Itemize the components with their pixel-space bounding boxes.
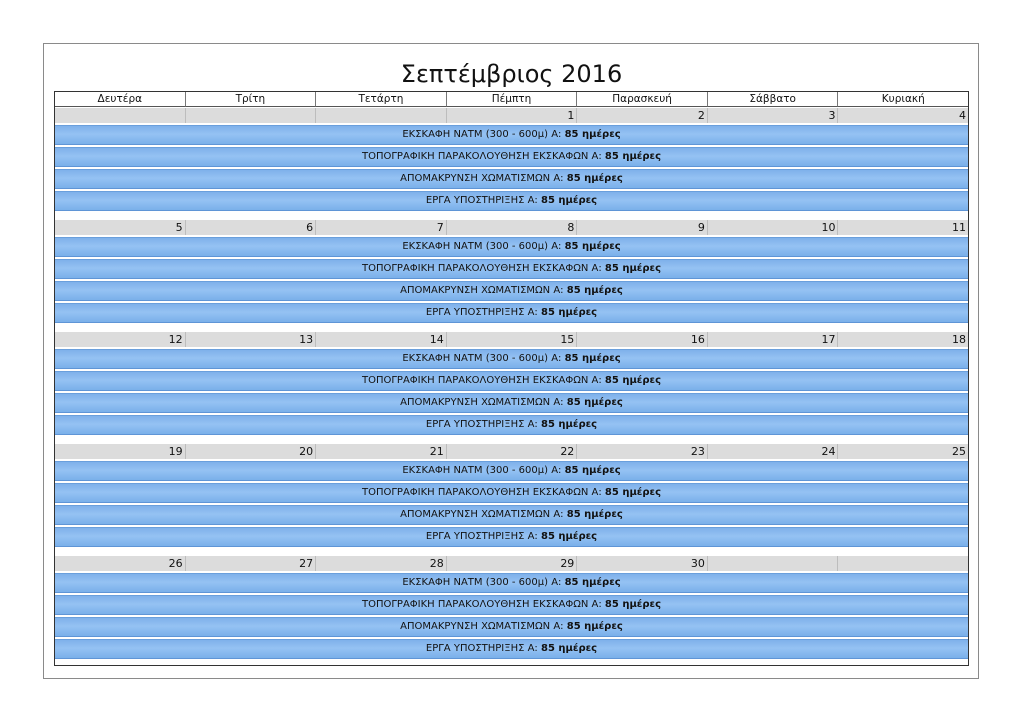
task-name: ΑΠΟΜΑΚΡΥΝΣΗ ΧΩΜΑΤΙΣΜΩΝ Α: bbox=[400, 509, 564, 520]
day-number[interactable]: 7 bbox=[316, 220, 447, 235]
task-duration: 85 ημέρες bbox=[564, 465, 621, 476]
task-name: ΕΚΣΚΑΦΗ ΝΑΤΜ (300 - 600μ) Α: bbox=[402, 465, 562, 476]
week-row bbox=[55, 444, 968, 547]
day-number[interactable] bbox=[838, 556, 968, 571]
task-duration: 85 ημέρες bbox=[564, 353, 621, 364]
day-number[interactable]: 25 bbox=[952, 445, 967, 458]
day-number[interactable]: 5 bbox=[55, 220, 186, 235]
task-bar[interactable] bbox=[55, 281, 968, 301]
weekday-label: Παρασκευή bbox=[577, 92, 708, 107]
day-number[interactable]: 17 bbox=[708, 332, 839, 347]
day-number[interactable]: 16 bbox=[577, 332, 708, 347]
task-name: ΕΡΓΑ ΥΠΟΣΤΗΡΙΞΗΣ Α: bbox=[425, 195, 538, 206]
calendar-title: Σεπτέμβριος 2016 bbox=[400, 60, 623, 88]
day-number-row bbox=[55, 108, 968, 123]
task-duration: 85 ημέρες bbox=[566, 285, 623, 296]
week-row bbox=[55, 332, 968, 435]
task-name: ΤΟΠΟΓΡΑΦΙΚΗ ΠΑΡΑΚΟΛΟΥΘΗΣΗ ΕΚΣΚΑΦΩΝ Α: bbox=[361, 151, 602, 162]
task-name: ΑΠΟΜΑΚΡΥΝΣΗ ΧΩΜΑΤΙΣΜΩΝ Α: bbox=[400, 285, 564, 296]
task-duration: 85 ημέρες bbox=[604, 151, 662, 162]
task-bar[interactable] bbox=[55, 259, 968, 279]
week-row bbox=[55, 556, 968, 659]
task-duration: 85 ημέρες bbox=[541, 531, 598, 542]
task-bar[interactable] bbox=[55, 371, 968, 391]
task-bar[interactable] bbox=[55, 349, 968, 369]
task-bar[interactable] bbox=[55, 527, 968, 547]
task-bar[interactable] bbox=[55, 147, 968, 167]
task-duration: 85 ημέρες bbox=[564, 241, 621, 252]
weekday-label: Κυριακή bbox=[838, 92, 968, 107]
task-duration: 85 ημέρες bbox=[604, 599, 662, 610]
task-bar[interactable] bbox=[55, 617, 968, 637]
day-number-row bbox=[55, 556, 968, 571]
day-number[interactable]: 3 bbox=[708, 108, 839, 123]
day-number[interactable]: 19 bbox=[55, 444, 186, 459]
task-name: ΕΡΓΑ ΥΠΟΣΤΗΡΙΞΗΣ Α: bbox=[425, 643, 538, 654]
day-number[interactable]: 26 bbox=[55, 556, 186, 571]
day-number-row bbox=[55, 220, 968, 235]
week-row bbox=[55, 220, 968, 323]
task-bar[interactable] bbox=[55, 415, 968, 435]
task-bar[interactable] bbox=[55, 125, 968, 145]
weekday-label: Πέμπτη bbox=[447, 92, 578, 107]
task-duration: 85 ημέρες bbox=[564, 129, 621, 140]
task-duration: 85 ημέρες bbox=[604, 375, 662, 386]
month-calendar bbox=[54, 91, 969, 666]
day-number[interactable]: 20 bbox=[186, 444, 317, 459]
day-number[interactable]: 30 bbox=[577, 556, 708, 571]
day-number[interactable]: 23 bbox=[577, 444, 708, 459]
task-duration: 85 ημέρες bbox=[541, 195, 598, 206]
weekday-label: Σάββατο bbox=[708, 92, 839, 107]
task-bar[interactable] bbox=[55, 595, 968, 615]
day-number[interactable]: 10 bbox=[708, 220, 839, 235]
day-number[interactable]: 21 bbox=[316, 444, 447, 459]
task-name: ΕΚΣΚΑΦΗ ΝΑΤΜ (300 - 600μ) Α: bbox=[402, 241, 562, 252]
task-bar[interactable] bbox=[55, 191, 968, 211]
day-number[interactable]: 6 bbox=[186, 220, 317, 235]
task-duration: 85 ημέρες bbox=[566, 621, 623, 632]
task-name: ΤΟΠΟΓΡΑΦΙΚΗ ΠΑΡΑΚΟΛΟΥΘΗΣΗ ΕΚΣΚΑΦΩΝ Α: bbox=[361, 487, 602, 498]
week-row bbox=[55, 108, 968, 211]
task-bar[interactable] bbox=[55, 505, 968, 525]
task-bar[interactable] bbox=[55, 237, 968, 257]
task-bar[interactable] bbox=[55, 169, 968, 189]
task-name: ΕΡΓΑ ΥΠΟΣΤΗΡΙΞΗΣ Α: bbox=[425, 419, 538, 430]
task-bar[interactable] bbox=[55, 303, 968, 323]
day-number[interactable]: 29 bbox=[447, 556, 578, 571]
task-name: ΕΚΣΚΑΦΗ ΝΑΤΜ (300 - 600μ) Α: bbox=[402, 129, 562, 140]
task-duration: 85 ημέρες bbox=[566, 173, 623, 184]
day-number-row bbox=[55, 444, 968, 459]
day-number[interactable]: 8 bbox=[447, 220, 578, 235]
task-bar[interactable] bbox=[55, 461, 968, 481]
task-name: ΤΟΠΟΓΡΑΦΙΚΗ ΠΑΡΑΚΟΛΟΥΘΗΣΗ ΕΚΣΚΑΦΩΝ Α: bbox=[361, 263, 602, 274]
day-number[interactable]: 18 bbox=[952, 333, 967, 346]
task-duration: 85 ημέρες bbox=[566, 509, 623, 520]
day-number[interactable] bbox=[55, 108, 186, 123]
weekday-label: Δευτέρα bbox=[55, 92, 186, 107]
task-duration: 85 ημέρες bbox=[566, 397, 623, 408]
task-duration: 85 ημέρες bbox=[541, 419, 598, 430]
task-name: ΤΟΠΟΓΡΑΦΙΚΗ ΠΑΡΑΚΟΛΟΥΘΗΣΗ ΕΚΣΚΑΦΩΝ Α: bbox=[361, 375, 602, 386]
task-bar[interactable] bbox=[55, 483, 968, 503]
task-name: ΕΚΣΚΑΦΗ ΝΑΤΜ (300 - 600μ) Α: bbox=[402, 577, 562, 588]
day-number[interactable]: 11 bbox=[952, 221, 967, 234]
task-duration: 85 ημέρες bbox=[541, 307, 598, 318]
task-bar[interactable] bbox=[55, 573, 968, 593]
task-name: ΤΟΠΟΓΡΑΦΙΚΗ ΠΑΡΑΚΟΛΟΥΘΗΣΗ ΕΚΣΚΑΦΩΝ Α: bbox=[361, 599, 602, 610]
day-number[interactable] bbox=[186, 108, 317, 123]
task-name: ΕΡΓΑ ΥΠΟΣΤΗΡΙΞΗΣ Α: bbox=[425, 307, 538, 318]
task-duration: 85 ημέρες bbox=[541, 643, 598, 654]
weekday-label: Τρίτη bbox=[186, 92, 317, 107]
day-number[interactable]: 14 bbox=[316, 332, 447, 347]
task-name: ΕΡΓΑ ΥΠΟΣΤΗΡΙΞΗΣ Α: bbox=[425, 531, 538, 542]
task-name: ΑΠΟΜΑΚΡΥΝΣΗ ΧΩΜΑΤΙΣΜΩΝ Α: bbox=[400, 621, 564, 632]
task-duration: 85 ημέρες bbox=[604, 263, 662, 274]
task-duration: 85 ημέρες bbox=[604, 487, 662, 498]
task-duration: 85 ημέρες bbox=[564, 577, 621, 588]
task-bar[interactable] bbox=[55, 393, 968, 413]
day-number[interactable]: 2 bbox=[577, 108, 708, 123]
day-number[interactable]: 15 bbox=[447, 332, 578, 347]
task-bar[interactable] bbox=[55, 639, 968, 659]
day-number[interactable]: 27 bbox=[186, 556, 317, 571]
task-name: ΕΚΣΚΑΦΗ ΝΑΤΜ (300 - 600μ) Α: bbox=[402, 353, 562, 364]
weekday-header bbox=[55, 92, 968, 107]
day-number[interactable]: 24 bbox=[708, 444, 839, 459]
day-number-row bbox=[55, 332, 968, 347]
weekday-label: Τετάρτη bbox=[316, 92, 447, 107]
day-number[interactable]: 13 bbox=[186, 332, 317, 347]
day-number[interactable]: 9 bbox=[577, 220, 708, 235]
day-number[interactable]: 4 bbox=[959, 109, 967, 122]
day-number[interactable]: 28 bbox=[316, 556, 447, 571]
day-number[interactable] bbox=[316, 108, 447, 123]
day-number[interactable]: 22 bbox=[447, 444, 578, 459]
day-number[interactable] bbox=[708, 556, 839, 571]
day-number[interactable]: 1 bbox=[447, 108, 578, 123]
day-number[interactable]: 12 bbox=[55, 332, 186, 347]
task-name: ΑΠΟΜΑΚΡΥΝΣΗ ΧΩΜΑΤΙΣΜΩΝ Α: bbox=[400, 173, 564, 184]
task-name: ΑΠΟΜΑΚΡΥΝΣΗ ΧΩΜΑΤΙΣΜΩΝ Α: bbox=[400, 397, 564, 408]
